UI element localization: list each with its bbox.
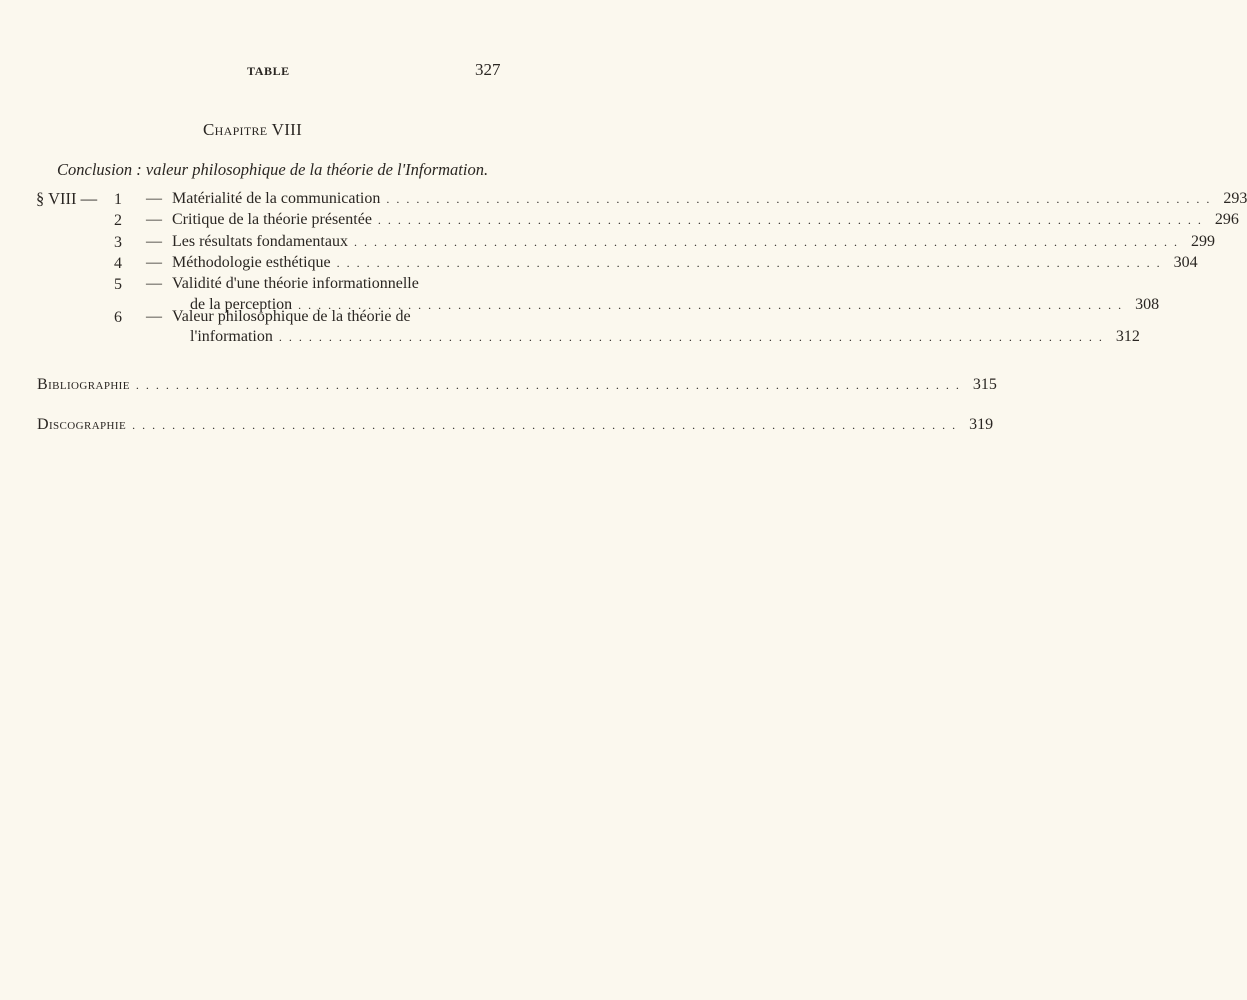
toc-entry-number: 5 <box>114 276 122 293</box>
dot-leader: . . . . . . . . . . . . . . . . . . . . . . . . . . . . . . . . . . . . . . . . . . . . . . . . . . . . . . . . . . . . . . . . . . . . . . . . . . . . . . . . . . . <box>278 330 1104 344</box>
toc-entry-page: 315 <box>972 376 997 393</box>
toc-entry-page: 312 <box>1115 328 1140 345</box>
toc-entry-dash: — <box>146 211 162 228</box>
dot-leader: . . . . . . . . . . . . . . . . . . . . . . . . . . . . . . . . . . . . . . . . . . . . . . . . . . . . . . . . . . . . . . . . . . . . . . . . . . . . . . . . . . . <box>298 298 1124 312</box>
toc-entry-dash: — <box>146 254 162 271</box>
chapter-title: Chapitre VIII <box>203 120 303 139</box>
dot-leader: . . . . . . . . . . . . . . . . . . . . . . . . . . . . . . . . . . . . . . . . . . . . . . . . . . . . . . . . . . . . . . . . . . . . . . . . . . . . . . . . . . . <box>386 192 1212 206</box>
toc-entry-title: Bibliographie <box>37 376 130 393</box>
toc-entry-page: 319 <box>969 416 994 433</box>
section-mark: § VIII — <box>36 189 98 208</box>
toc-entry-title: Validité d'une théorie informationnelle <box>172 275 419 292</box>
toc-entry-page: 293 <box>1223 190 1247 207</box>
toc-entry-title-cont: de la perception <box>190 296 293 313</box>
toc-entry-title: Discographie <box>37 416 127 433</box>
toc-entry-title: Matérialité de la communication <box>172 190 381 207</box>
running-head: TABLE <box>247 64 290 78</box>
toc-entry-page: 308 <box>1135 296 1160 313</box>
toc-entry[interactable] <box>172 233 1215 251</box>
dot-leader: . . . . . . . . . . . . . . . . . . . . . . . . . . . . . . . . . . . . . . . . . . . . . . . . . . . . . . . . . . . . . . . . . . . . . . . . . . . . . . . . . . . <box>377 213 1203 227</box>
toc-entry-title: Valeur philosophique de la théorie de <box>172 308 411 325</box>
toc-entry-dash: — <box>146 275 162 292</box>
dot-leader: . . . . . . . . . . . . . . . . . . . . . . . . . . . . . . . . . . . . . . . . . . . . . . . . . . . . . . . . . . . . . . . . . . . . . . . . . . . . . . . . . . . <box>132 418 958 432</box>
toc-entry-number: 4 <box>114 255 122 272</box>
toc-entry-title: Critique de la théorie présentée <box>172 211 372 228</box>
toc-entry-discography[interactable] <box>37 416 994 434</box>
toc-entry-number: 6 <box>114 309 122 326</box>
toc-entry[interactable] <box>190 328 1140 346</box>
toc-entry-bibliography[interactable] <box>37 376 997 394</box>
toc-entry-dash: — <box>146 190 162 207</box>
toc-entry-dash: — <box>146 308 162 325</box>
toc-entry[interactable] <box>172 254 1198 272</box>
toc-entry-title: Méthodologie esthétique <box>172 254 331 271</box>
toc-entry-page: 299 <box>1190 233 1215 250</box>
dot-leader: . . . . . . . . . . . . . . . . . . . . . . . . . . . . . . . . . . . . . . . . . . . . . . . . . . . . . . . . . . . . . . . . . . . . . . . . . . . . . . . . . . . <box>353 235 1179 249</box>
toc-entry-page: 296 <box>1214 211 1239 228</box>
toc-entry-dash: — <box>146 233 162 250</box>
toc-entry-number: 1 <box>114 191 122 208</box>
page-number: 327 <box>475 60 501 79</box>
toc-entry-title-cont: l'information <box>190 328 273 345</box>
toc-entry-page: 304 <box>1173 254 1198 271</box>
chapter-subtitle: Conclusion : valeur philosophique de la théorie de l'Information. <box>57 160 489 179</box>
toc-entry[interactable] <box>172 190 1247 208</box>
toc-entry-title: Les résultats fondamentaux <box>172 233 348 250</box>
toc-entry-number: 2 <box>114 212 122 229</box>
toc-entry-number: 3 <box>114 234 122 251</box>
dot-leader: . . . . . . . . . . . . . . . . . . . . . . . . . . . . . . . . . . . . . . . . . . . . . . . . . . . . . . . . . . . . . . . . . . . . . . . . . . . . . . . . . . . <box>336 256 1162 270</box>
toc-entry[interactable] <box>172 211 1239 229</box>
dot-leader: . . . . . . . . . . . . . . . . . . . . . . . . . . . . . . . . . . . . . . . . . . . . . . . . . . . . . . . . . . . . . . . . . . . . . . . . . . . . . . . . . . . <box>135 378 961 392</box>
